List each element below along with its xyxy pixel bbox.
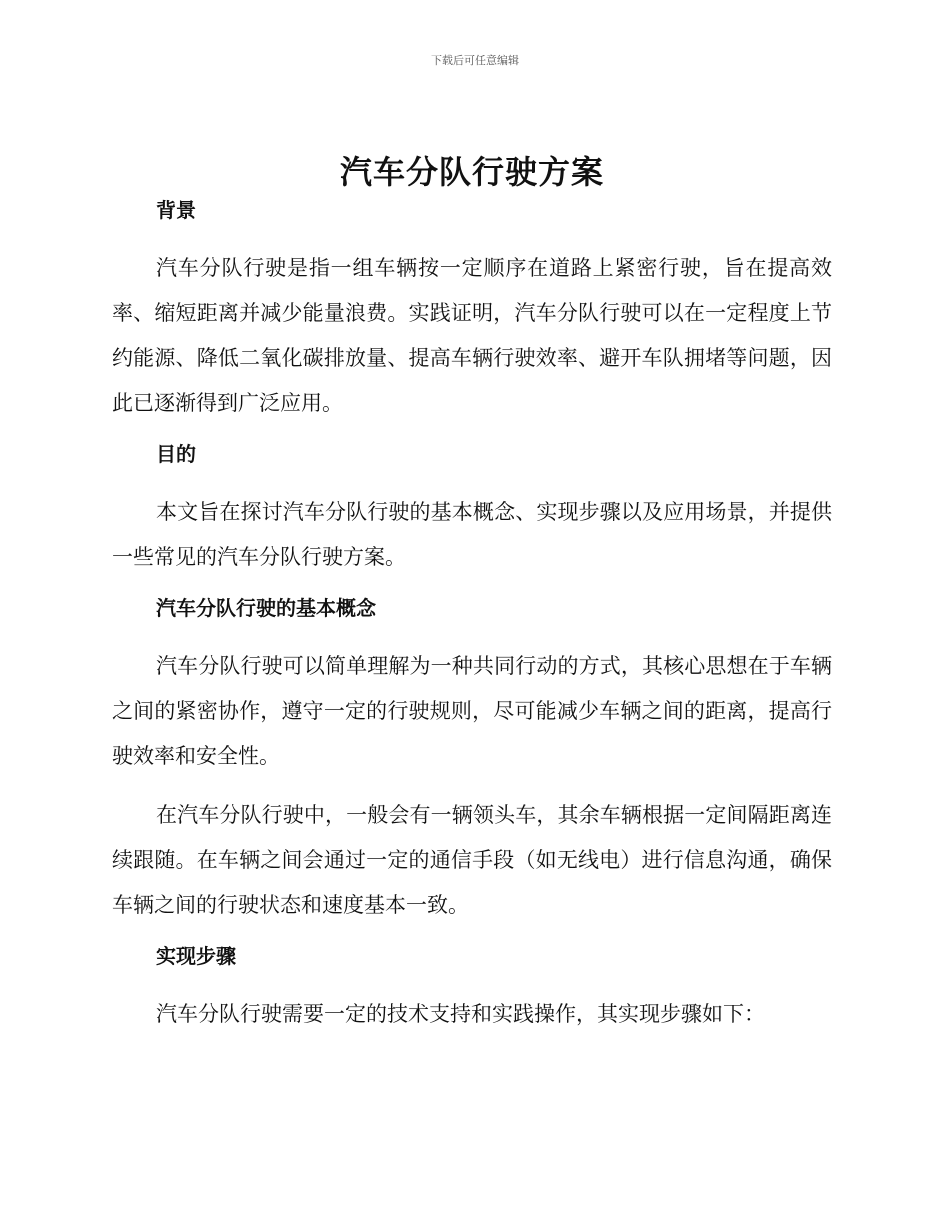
section-basic-concept <box>112 594 832 928</box>
paragraph-purpose: 本文旨在探讨汽车分队行驶的基本概念、实现步骤以及应用场景，并提供一些常见的汽车分队行驶方案。 <box>112 500 832 569</box>
section-heading-implementation-steps: 实现步骤 <box>156 944 236 968</box>
document-body <box>112 150 832 1051</box>
section-heading-basic-concept: 汽车分队行驶的基本概念 <box>156 596 376 620</box>
page-header-note: 下载后可任意编辑 <box>431 54 519 67</box>
section-heading-background: 背景 <box>156 198 196 222</box>
section-heading-purpose: 目的 <box>156 442 196 466</box>
paragraph-background: 汽车分队行驶是指一组车辆按一定顺序在道路上紧密行驶，旨在提高效率、缩短距离并减少能量浪费。实践证明，汽车分队行驶可以在一定程度上节约能源、降低二氧化碳排放量、提高车辆行驶效率、避开车队拥堵等问题，因此已逐渐得到广泛应用。 <box>112 256 832 415</box>
paragraph-basic-concept-1: 汽车分队行驶可以简单理解为一种共同行动的方式，其核心思想在于车辆之间的紧密协作，遵守一定的行驶规则，尽可能减少车辆之间的距离，提高行驶效率和安全性。 <box>112 654 832 768</box>
paragraph-basic-concept-2: 在汽车分队行驶中，一般会有一辆领头车，其余车辆根据一定间隔距离连续跟随。在车辆之间会通过一定的通信手段（如无线电）进行信息沟通，确保车辆之间的行驶状态和速度基本一致。 <box>112 803 832 917</box>
section-implementation-steps <box>112 942 832 1037</box>
paragraph-implementation-steps: 汽车分队行驶需要一定的技术支持和实践操作，其实现步骤如下： <box>156 1002 765 1026</box>
document-title: 汽车分队行驶方案 <box>339 153 604 191</box>
section-purpose <box>112 440 832 580</box>
section-background <box>112 196 832 426</box>
